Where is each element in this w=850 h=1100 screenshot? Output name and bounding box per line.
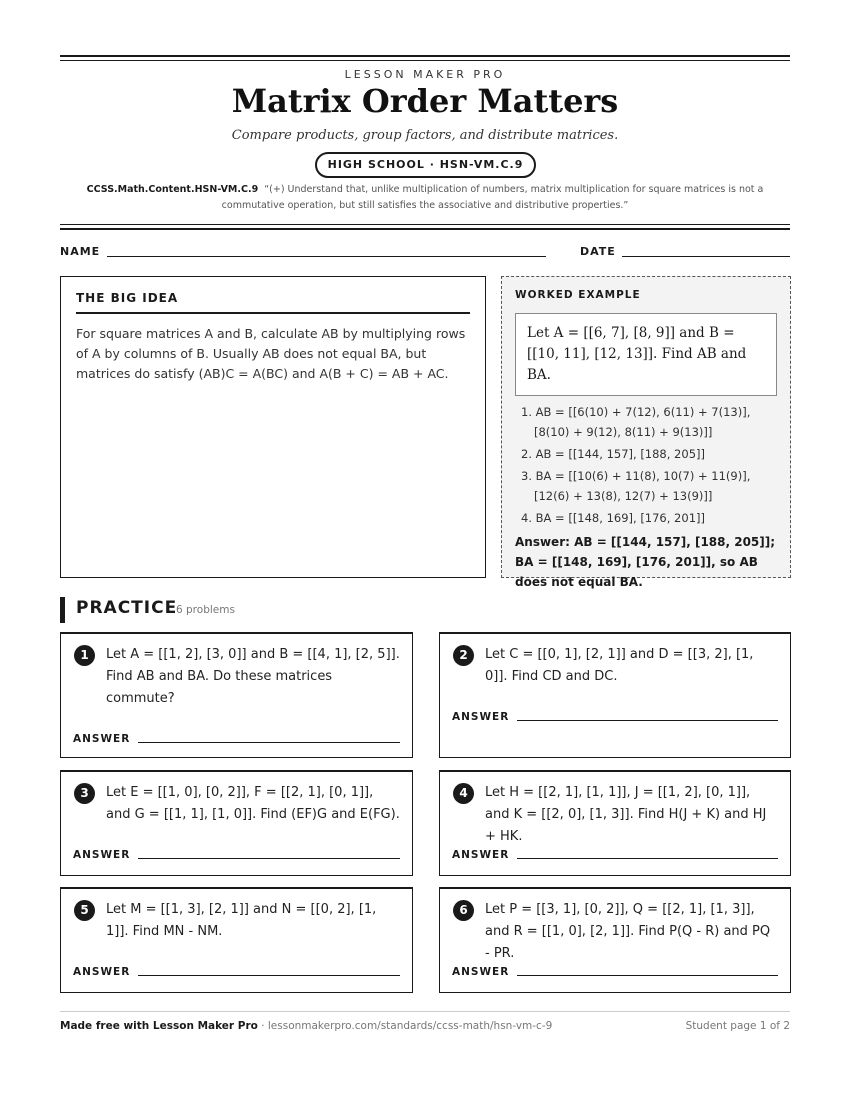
answer-row <box>452 849 778 861</box>
footer-url: · lessonmakerpro.com/standards/ccss-math/hsn-vm-c-9 <box>257 1020 553 1032</box>
answer-line[interactable] <box>138 858 400 859</box>
answer-line[interactable] <box>517 858 778 859</box>
standard-code: CCSS.Math.Content.HSN-VM.C.9 <box>86 184 259 195</box>
problem-text: Let C = [[0, 1], [2, 1]] and D = [[3, 2], [1, 0]]. Find CD and DC. <box>485 647 754 684</box>
header-rule-bottom <box>60 228 790 230</box>
page-title: Matrix Order Matters <box>231 82 619 120</box>
problem-card-3 <box>60 770 413 876</box>
problem-card-4 <box>439 770 791 876</box>
date-label: DATE <box>580 245 616 258</box>
problem-text: Let A = [[1, 2], [3, 0]] and B = [[4, 1], [2, 5]]. Find AB and BA. Do these matrices commute? <box>106 647 400 706</box>
worked-step: 2. AB = [[144, 157], [188, 205]] <box>521 447 705 461</box>
problem-text: Let M = [[1, 3], [2, 1]] and N = [[0, 2], [1, 1]]. Find MN - NM. <box>106 902 377 939</box>
answer-line[interactable] <box>517 975 778 976</box>
answer-row <box>73 966 400 978</box>
answer-label: ANSWER <box>73 849 131 861</box>
problem-number: 1 <box>74 645 95 666</box>
footer-rule <box>60 1011 790 1012</box>
problem-number: 4 <box>453 783 474 804</box>
answer-line[interactable] <box>138 742 400 743</box>
problem-card-1 <box>60 632 413 758</box>
page-subtitle: Compare products, group factors, and distribute matrices. <box>231 128 619 143</box>
answer-line[interactable] <box>138 975 400 976</box>
header-rule-bottom-thin <box>60 224 790 225</box>
answer-label: ANSWER <box>73 966 131 978</box>
practice-accent-bar <box>60 597 65 623</box>
big-idea-panel <box>60 276 486 578</box>
answer-label: ANSWER <box>452 966 510 978</box>
big-idea-heading: THE BIG IDEA <box>76 291 470 314</box>
grade-badge: HIGH SCHOOL · HSN-VM.C.9 <box>315 152 536 178</box>
name-label: NAME <box>60 245 101 258</box>
worked-example-heading: WORKED EXAMPLE <box>515 289 641 301</box>
problem-text: Let H = [[2, 1], [1, 1]], J = [[1, 2], [0, 1]], and K = [[2, 0], [1, 3]]. Find H(J + K) and HJ + HK. <box>485 785 767 844</box>
brand-label: LESSON MAKER PRO <box>344 68 506 81</box>
worked-example-problem: Let A = [[6, 7], [8, 9]] and B = [[10, 11], [12, 13]]. Find AB and BA. <box>515 313 777 396</box>
footer-made-with: Made free with Lesson Maker Pro <box>60 1020 258 1032</box>
practice-count: 6 problems <box>176 604 235 616</box>
problem-card-2 <box>439 632 791 758</box>
problem-number: 3 <box>74 783 95 804</box>
worked-example-panel <box>501 276 791 589</box>
answer-label: ANSWER <box>73 733 131 745</box>
problem-card-5 <box>60 887 413 993</box>
problem-card-6 <box>439 887 791 993</box>
date-field-line[interactable] <box>622 256 790 257</box>
answer-row <box>73 849 400 861</box>
header-rule-top <box>60 55 790 57</box>
answer-label: ANSWER <box>452 711 510 723</box>
standard-text: “(+) Understand that, unlike multiplication of numbers, matrix multiplication for square matrices is not a commutative operation, but still satisfies the associative and distributive properties.” <box>221 184 764 211</box>
problem-number: 6 <box>453 900 474 921</box>
standard-description <box>62 182 788 214</box>
header-rule-top-thin <box>60 60 790 61</box>
worked-example-answer: Answer: AB = [[144, 157], [188, 205]]; BA = [[148, 169], [176, 201]], so AB does not equal BA. <box>515 535 776 589</box>
worked-step: 3. BA = [[10(6) + 11(8), 10(7) + 11(9)], [12(6) + 13(8), 12(7) + 13(9)]] <box>521 469 751 503</box>
answer-line[interactable] <box>517 720 778 721</box>
problem-text: Let E = [[1, 0], [0, 2]], F = [[2, 1], [0, 1]], and G = [[1, 1], [1, 0]]. Find (EF)G and E(FG). <box>106 785 400 822</box>
name-field-line[interactable] <box>107 256 546 257</box>
worked-step: 1. AB = [[6(10) + 7(12), 6(11) + 7(13)], [8(10) + 9(12), 8(11) + 9(13)]] <box>521 405 751 439</box>
problem-number: 5 <box>74 900 95 921</box>
answer-row <box>452 711 778 723</box>
worked-step: 4. BA = [[148, 169], [176, 201]] <box>521 511 705 525</box>
problem-text: Let P = [[3, 1], [0, 2]], Q = [[2, 1], [1, 3]], and R = [[1, 0], [2, 1]]. Find P(Q - R) and PQ - PR. <box>485 902 771 961</box>
answer-row <box>452 966 778 978</box>
footer-credit <box>60 1020 552 1032</box>
answer-label: ANSWER <box>452 849 510 861</box>
big-idea-text: For square matrices A and B, calculate AB by multiplying rows of A by columns of B. Usually AB does not equal BA, but matrices do satisfy (AB)C = A(BC) and A(B + C) = AB + AC. <box>76 326 466 381</box>
worked-example-steps <box>515 402 777 528</box>
problem-number: 2 <box>453 645 474 666</box>
answer-row <box>73 733 400 745</box>
footer-page-number: Student page 1 of 2 <box>685 1020 790 1032</box>
practice-heading: PRACTICE <box>76 598 178 618</box>
